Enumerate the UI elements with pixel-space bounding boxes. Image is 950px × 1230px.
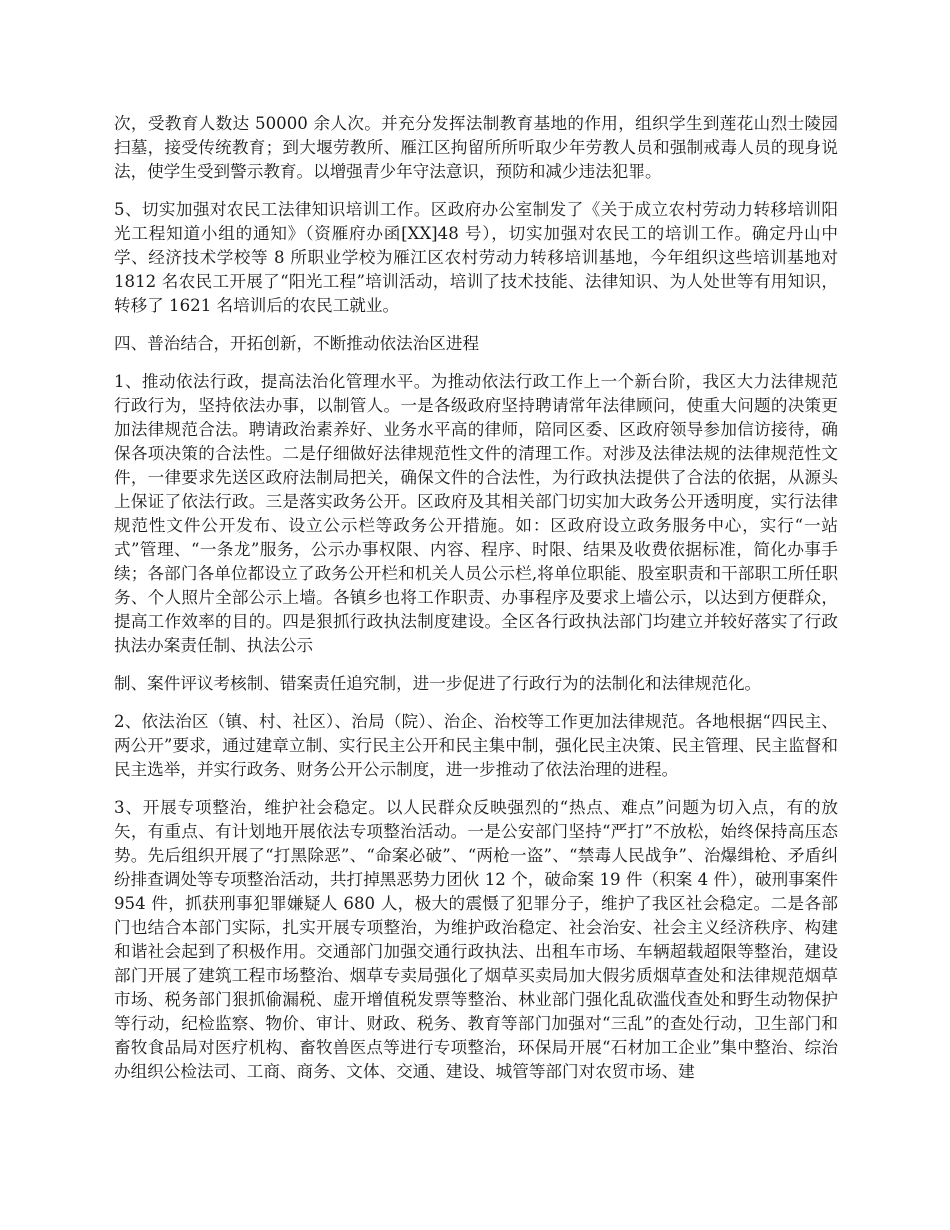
section-heading: 四、普治结合，开拓创新，不断推动依法治区进程 (114, 334, 480, 353)
paragraph-migrant-worker-training: 5、切实加强对农民工法律知识培训工作。区政府办公室制发了《关于成立农村劳动力转移培训阳光工程知道小组的通知》（资雁府办函[XX]48 号），切实加强对农民工的培训工作。确定丹山中学、经济技术学校等 8 所职业学校为雁江区农村劳动力转移培训基地，今年组织这些培训基地对 1812 名农民工开展了“阳光工程”培训活动，培训了技术技能、法律知识、为人处世等有用知识，转移了 1621 名培训后的农民工就业。 (114, 200, 838, 315)
paragraph-education-base: 次，受教育人数达 50000 余人次。并充分发挥法制教育基地的作用，组织学生到莲花山烈士陵园扫墓，接受传统教育；到大堰劳教所、雁江区拘留所所听取少年劳教人员和强制戒毒人员的现身说法，使学生受到警示教育。以增强青少年守法意识，预防和减少违法犯罪。 (114, 114, 838, 181)
paragraph-governance-by-law: 2、依法治区（镇、村、社区）、治局（院）、治企、治校等工作更加法律规范。各地根据“四民主、两公开”要求，通过建章立制、实行民主公开和民主集中制，强化民主决策、民主管理、民主监督和民主选举，并实行政务、财务公开公示制度，进一步推动了依法治理的进程。 (114, 712, 838, 779)
paragraph-special-rectification: 3、开展专项整治，维护社会稳定。以人民群众反映强烈的“热点、难点”问题为切入点，有的放矢，有重点、有计划地开展依法专项整治活动。一是公安部门坚持“严打”不放松，始终保持高压态势。先后组织开展了“打黑除恶”、“命案必破”、“两枪一盗”、“禁毒人民战争”、治爆缉枪、矛盾纠纷排查调处等专项整治活动，共打掉黑恶势力团伙 12 个，破命案 19 件（积案 4 件），破刑事案件 954 件，抓获刑事犯罪嫌疑人 680 人，极大的震慑了犯罪分子，维护了我区社会稳定。二是各部门也结合本部门实际，扎实开展专项整治，为维护政治稳定、社会治安、社会主义经济秩序、构建和谐社会起到了积极作用。交通部门加强交通行政执法、出租车市场、车辆超载超限等整治，建设部门开展了建筑工程市场整治、烟草专卖局强化了烟草买卖局加大假劣质烟草查处和法律规范烟草市场、税务部门狠抓偷漏税、虚开增值税发票等整治、林业部门强化乱砍滥伐查处和野生动物保护等行动，纪检监察、物价、审计、财政、税务、教育等部门加强对“三乱”的查处行动，卫生部门和畜牧食品局对医疗机构、畜牧兽医点等进行专项整治，环保局开展“石材加工企业”集中整治、综治办组织公检法司、工商、商务、文体、交通、建设、城管等部门对农贸市场、建 (114, 798, 838, 1081)
paragraph-continuation: 制、案件评议考核制、错案责任追究制，进一步促进了行政行为的法制化和法律规范化。 (114, 674, 762, 693)
paragraph-administration-by-law: 1、推动依法行政，提高法治化管理水平。为推动依法行政工作上一个新台阶，我区大力法律规范行政行为，坚持依法办事，以制管人。一是各级政府坚持聘请常年法律顾问，使重大问题的决策更加法律规范合法。聘请政治素养好、业务水平高的律师，陪同区委、区政府领导参加信访接待，确保各项决策的合法性。二是仔细做好法律规范性文件的清理工作。对涉及法律法规的法律规范性文件，一律要求先送区政府法制局把关，确保文件的合法性，为行政执法提供了合法的依据，从源头上保证了依法行政。三是落实政务公开。区政府及其相关部门切实加大政务公开透明度，实行法律规范性文件公开发布、设立公示栏等政务公开措施。如：区政府设立政务服务中心，实行“一站式”管理、“一条龙”服务，公示办事权限、内容、程序、时限、结果及收费依据标准，简化办事手续；各部门各单位都设立了政务公开栏和机关人员公示栏,将单位职能、股室职责和干部职工所任职务、个人照片全部公示上墙。各镇乡也将工作职责、办事程序及要求上墙公示，以达到方便群众，提高工作效率的目的。四是狠抓行政执法制度建设。全区各行政执法部门均建立并较好落实了行政执法办案责任制、执法公示 (114, 372, 838, 655)
